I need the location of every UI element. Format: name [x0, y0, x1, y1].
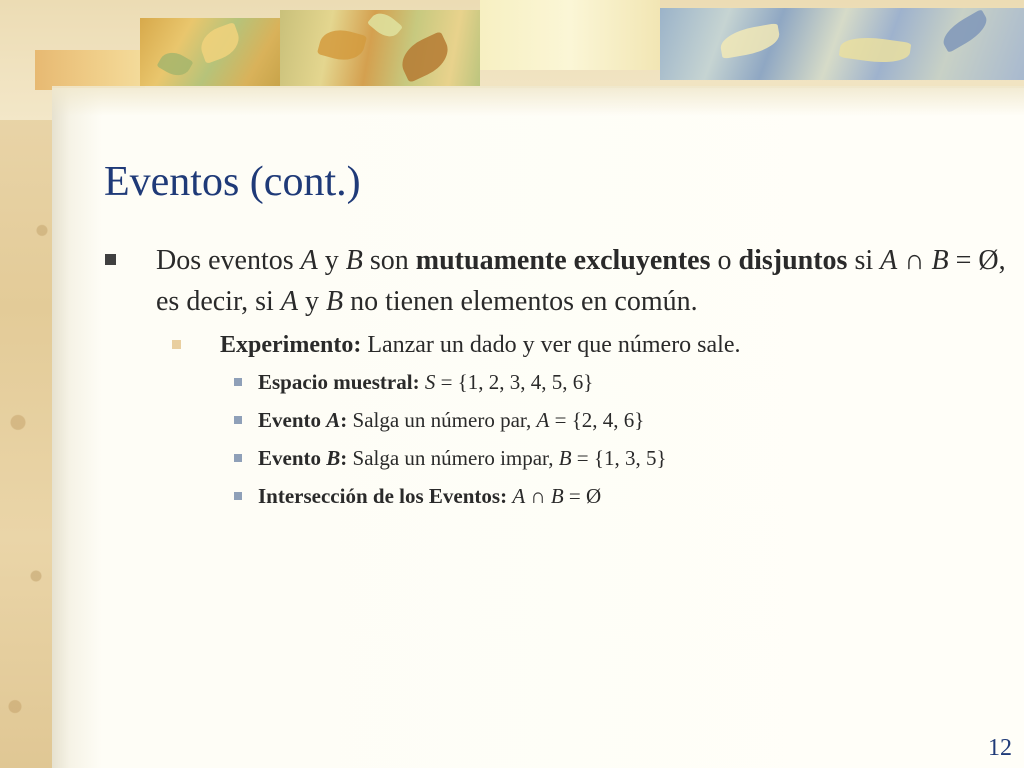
leaf-shape [938, 9, 992, 53]
intersection-label: Intersección de los Eventos: [258, 484, 508, 508]
text-run: o [710, 245, 739, 276]
banner-strip-foliage [280, 10, 480, 86]
var-b: B [326, 446, 341, 470]
panel-top-shadow [52, 86, 1024, 116]
var-b: B [550, 484, 564, 508]
intersection-symbol: ∩ [897, 245, 932, 276]
term-disjoint: disjuntos [738, 245, 848, 276]
text-run: : [340, 408, 348, 432]
bullet-level2-experiment [100, 328, 1010, 362]
var-b: B [325, 286, 344, 317]
bullet-level1-definition [100, 240, 1010, 322]
text-run: Dos eventos [156, 245, 301, 276]
banner-strip-autumn-leaves [140, 18, 280, 86]
bullet-level3-intersection [100, 478, 1010, 514]
event-b-text: Salga un número impar, [347, 446, 559, 470]
slide-page-number: 12 [988, 735, 1012, 761]
sample-space-set: = {1, 2, 3, 4, 5, 6} [435, 370, 594, 394]
event-b-label [258, 446, 347, 470]
square-bullet-icon [234, 416, 242, 424]
experiment-label: Experimento: [220, 332, 362, 358]
square-bullet-icon [234, 378, 242, 386]
event-a-text: Salga un número par, [347, 408, 537, 432]
intersection-symbol: ∩ [525, 484, 551, 508]
event-a-set: = {2, 4, 6} [549, 408, 645, 432]
square-bullet-icon [234, 492, 242, 500]
text-run: Evento [258, 446, 327, 470]
var-s: S [424, 370, 436, 394]
bullet-level3-event-a [100, 402, 1010, 438]
leaf-shape [157, 47, 194, 81]
leaf-shape [395, 31, 455, 83]
square-bullet-icon [105, 254, 116, 265]
event-b-set: = {1, 3, 5} [571, 446, 667, 470]
sample-space-label: Espacio muestral: [258, 370, 420, 394]
var-b: B [345, 245, 363, 276]
text-run: Evento [258, 408, 327, 432]
bullet-level3-event-b [100, 440, 1010, 476]
text-run: = Ø, es decir, si [156, 245, 1006, 317]
text-run: y [297, 286, 326, 317]
term-mutually-exclusive: mutuamente excluyentes [415, 245, 711, 276]
var-b: B [558, 446, 572, 470]
banner-strip-blue-floral [660, 8, 1024, 80]
var-a: A [880, 245, 898, 276]
leaf-shape [317, 25, 367, 65]
experiment-text: Lanzar un dado y ver que número sale. [361, 332, 741, 358]
slide-title: Eventos (cont.) [104, 159, 361, 205]
leaf-shape [839, 33, 912, 67]
text-run: no tienen elementos en común. [343, 286, 698, 317]
bullet-level3-sample-space [100, 364, 1010, 400]
leaf-shape [367, 8, 403, 43]
var-b: B [931, 245, 949, 276]
square-bullet-icon [234, 454, 242, 462]
text-run: si [847, 245, 881, 276]
banner-strip-light [480, 0, 660, 70]
square-bullet-icon [172, 340, 181, 349]
banner-strip-orange [35, 50, 145, 90]
var-a: A [326, 408, 341, 432]
slide-body [100, 240, 1010, 514]
text-run: son [362, 245, 416, 276]
leaf-shape [718, 23, 782, 59]
text-run: y [317, 245, 346, 276]
text-run: : [340, 446, 348, 470]
leaf-shape [196, 22, 244, 64]
var-a: A [300, 245, 318, 276]
var-a: A [536, 408, 550, 432]
event-a-label [258, 408, 347, 432]
var-a: A [280, 286, 298, 317]
var-a: A [512, 484, 526, 508]
intersection-result: = Ø [563, 484, 602, 508]
